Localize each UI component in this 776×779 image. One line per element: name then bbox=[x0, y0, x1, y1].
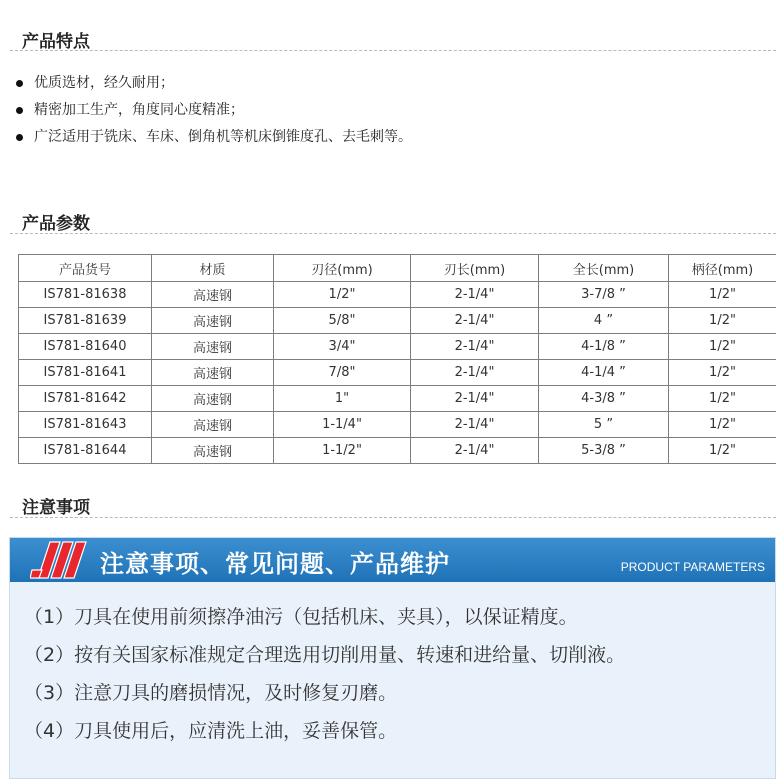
features-list bbox=[14, 70, 412, 151]
table-cell: 1" bbox=[274, 386, 411, 412]
table-cell: 1/2" bbox=[669, 412, 776, 438]
list-item: 广泛适用于铣床、车床、倒角机等机床倒锥度孔、去毛刺等。 bbox=[14, 124, 412, 151]
table-cell: 高速钢 bbox=[152, 412, 274, 438]
list-item: （1）刀具在使用前须擦净油污（包括机床、夹具），以保证精度。 bbox=[24, 606, 578, 628]
table-row bbox=[19, 412, 776, 438]
table-cell: 7/8" bbox=[274, 360, 411, 386]
table-cell: 1/2" bbox=[669, 334, 776, 360]
notes-title: 注意事项 bbox=[22, 498, 90, 518]
table-cell: 1-1/2" bbox=[274, 438, 411, 464]
table-cell: 1/2" bbox=[669, 360, 776, 386]
table-cell: 5-3/8 ” bbox=[539, 438, 669, 464]
table-cell: IS781-81642 bbox=[19, 386, 152, 412]
table-cell: 4-3/8 ” bbox=[539, 386, 669, 412]
table-row bbox=[19, 438, 776, 464]
table-cell: 4-1/4 ” bbox=[539, 360, 669, 386]
header-shank-diameter: 柄径(mm) bbox=[669, 255, 776, 282]
table-cell: 高速钢 bbox=[152, 438, 274, 464]
list-item: 优质选材，经久耐用； bbox=[14, 70, 412, 97]
list-item: 精密加工生产，角度同心度精准； bbox=[14, 97, 412, 124]
table-cell: IS781-81641 bbox=[19, 360, 152, 386]
bullet-icon bbox=[16, 80, 23, 87]
table-cell: 1/2" bbox=[669, 282, 776, 308]
features-title: 产品特点 bbox=[22, 32, 90, 52]
table-cell: 1/2" bbox=[669, 308, 776, 334]
list-item: （3）注意刀具的磨损情况，及时修复刃磨。 bbox=[24, 682, 398, 704]
bullet-icon bbox=[16, 134, 23, 141]
features-divider bbox=[10, 50, 776, 51]
table-cell: 5/8" bbox=[274, 308, 411, 334]
table-cell: 1/2" bbox=[669, 386, 776, 412]
header-item-number: 产品货号 bbox=[19, 255, 152, 282]
header-overall-length: 全长(mm) bbox=[539, 255, 669, 282]
table-row bbox=[19, 334, 776, 360]
table-cell: 2-1/4" bbox=[411, 334, 539, 360]
table-cell: IS781-81644 bbox=[19, 438, 152, 464]
header-material: 材质 bbox=[152, 255, 274, 282]
table-cell: 高速钢 bbox=[152, 308, 274, 334]
params-title: 产品参数 bbox=[22, 214, 90, 234]
header-blade-length: 刃长(mm) bbox=[411, 255, 539, 282]
table-cell: 高速钢 bbox=[152, 282, 274, 308]
table-cell: 1/2" bbox=[669, 438, 776, 464]
table-row bbox=[19, 308, 776, 334]
notes-banner bbox=[9, 537, 776, 779]
table-header-row bbox=[19, 255, 776, 282]
table-cell: 高速钢 bbox=[152, 386, 274, 412]
header-blade-diameter: 刃径(mm) bbox=[274, 255, 411, 282]
bullet-icon bbox=[16, 107, 23, 114]
list-item: （4）刀具使用后，应清洗上油，妥善保管。 bbox=[24, 720, 398, 742]
table-cell: 2-1/4" bbox=[411, 386, 539, 412]
table-cell: 1/2" bbox=[274, 282, 411, 308]
table-cell: 3-7/8 ” bbox=[539, 282, 669, 308]
table-cell: 1-1/4" bbox=[274, 412, 411, 438]
table-cell: 2-1/4" bbox=[411, 308, 539, 334]
table-cell: 4 ” bbox=[539, 308, 669, 334]
table-row bbox=[19, 386, 776, 412]
table-cell: 2-1/4" bbox=[411, 438, 539, 464]
table-row bbox=[19, 282, 776, 308]
table-cell: 2-1/4" bbox=[411, 360, 539, 386]
banner-header bbox=[10, 538, 775, 582]
table-cell: 高速钢 bbox=[152, 334, 274, 360]
stripes-logo-icon bbox=[30, 540, 92, 580]
table-cell: IS781-81639 bbox=[19, 308, 152, 334]
table-cell: IS781-81643 bbox=[19, 412, 152, 438]
list-item: （2）按有关国家标准规定合理选用切削用量、转速和进给量、切削液。 bbox=[24, 644, 626, 666]
params-table bbox=[18, 254, 776, 464]
banner-title: 注意事项、常见问题、产品维护 bbox=[100, 550, 450, 578]
table-cell: 2-1/4" bbox=[411, 412, 539, 438]
banner-subtitle: PRODUCT PARAMETERS bbox=[620, 560, 765, 574]
table-cell: IS781-81640 bbox=[19, 334, 152, 360]
table-cell: 5 ” bbox=[539, 412, 669, 438]
table-cell: 高速钢 bbox=[152, 360, 274, 386]
notes-list bbox=[24, 598, 625, 750]
table-row bbox=[19, 360, 776, 386]
table-cell: IS781-81638 bbox=[19, 282, 152, 308]
params-divider bbox=[10, 233, 776, 234]
table-cell: 2-1/4" bbox=[411, 282, 539, 308]
notes-divider bbox=[10, 517, 776, 518]
table-cell: 4-1/8 ” bbox=[539, 334, 669, 360]
table-cell: 3/4" bbox=[274, 334, 411, 360]
